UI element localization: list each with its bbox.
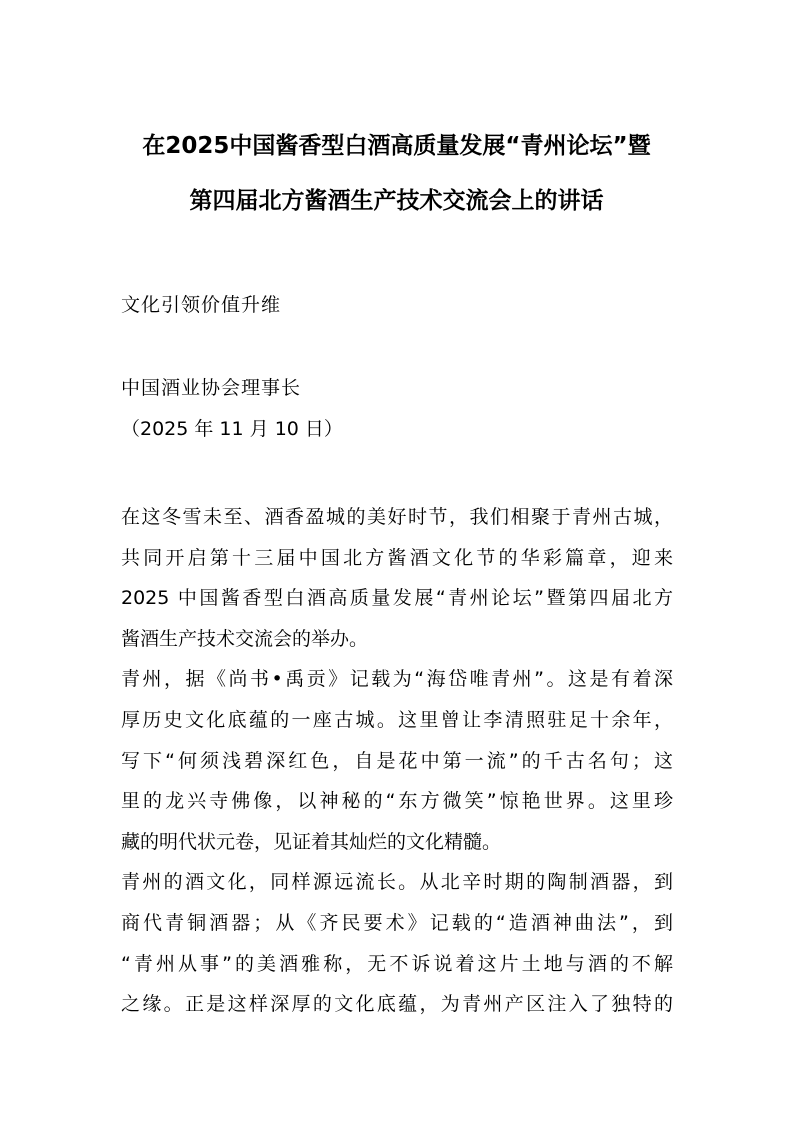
paragraph-3-line-3: “青州从事”的美酒雅称，无不诉说着这片土地与酒的不解 — [121, 952, 673, 975]
paragraph-2-line-5: 藏的明代状元卷，见证着其灿烂的文化精髓。 — [121, 830, 502, 853]
title-line-1: 在2025中国酱香型白酒高质量发展“青州论坛”暨 — [142, 133, 651, 159]
paragraph-3-line-4: 之缘。正是这样深厚的文化底蕴，为青州产区注入了独特的 — [121, 993, 673, 1016]
paragraph-2-line-2: 厚历史文化底蕴的一座古城。这里曾让李清照驻足十余年， — [121, 708, 673, 731]
paragraph-1-line-1: 在这冬雪未至、酒香盈城的美好时节，我们相聚于青州古城， — [121, 506, 673, 528]
paragraph-1-line-2: 共同开启第十三届中国北方酱酒文化节的华彩篇章，迎来 — [121, 546, 673, 569]
paragraph-1-line-4: 酱酒生产技术交流会的举办。 — [121, 627, 369, 650]
paragraph-2-line-4: 里的龙兴寺佛像，以神秘的“东方微笑”惊艳世界。这里珍 — [121, 790, 673, 813]
title-line-2: 第四届北方酱酒生产技术交流会上的讲话 — [189, 188, 604, 214]
speaker-title: 中国酒业协会理事长 — [121, 377, 302, 399]
speech-date: （2025 年 11 月 10 日） — [121, 418, 343, 440]
paragraph-3-line-1: 青州的酒文化，同样源远流长。从北辛时期的陶制酒器，到 — [121, 871, 673, 894]
paragraph-2-line-1: 青州，据《尚书•禹贡》记载为“海岱唯青州”。这是有着深 — [121, 668, 673, 691]
paragraph-1-line-3: 2025 中国酱香型白酒高质量发展“青州论坛”暨第四届北方 — [121, 587, 673, 610]
speech-body — [121, 497, 673, 1025]
paragraph-3-line-2: 商代青铜酒器；从《齐民要术》记载的“造酒神曲法”，到 — [121, 911, 673, 934]
speech-subtitle: 文化引领价值升维 — [121, 294, 282, 316]
paragraph-2-line-3: 写下“何须浅碧深红色，自是花中第一流”的千古名句；这 — [121, 749, 673, 772]
